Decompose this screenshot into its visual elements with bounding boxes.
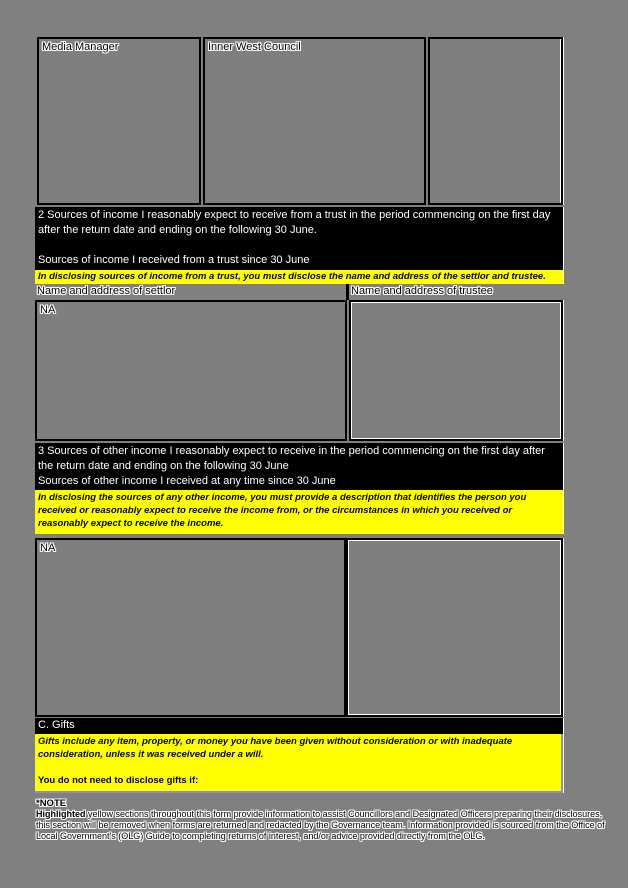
top-right-field[interactable]: [428, 37, 563, 205]
trustee-column-header: Name and address of trustee: [351, 285, 493, 297]
position-field-value: Media Manager: [42, 41, 119, 53]
gifts-section-heading: C. Gifts: [35, 718, 563, 734]
footnote-body: [36, 809, 608, 842]
section-3-heading-line1: 3 Sources of other income I reasonably expect to receive in the period commencing on the first day after the return date and ending on the following 30 June: [38, 445, 545, 472]
section-2-heading-line2: Sources of income I received from a trust since 30 June: [38, 254, 310, 266]
settlor-field[interactable]: [35, 300, 347, 441]
council-field[interactable]: [203, 37, 426, 205]
section-2-instruction: In disclosing sources of income from a trust, you must disclose the name and address of the settlor and trustee.: [35, 270, 563, 284]
section-2-heading: [35, 207, 563, 270]
footnote: [36, 798, 608, 842]
section-2-heading-spacer: [38, 238, 560, 253]
footnote-lead-word: Highlighted: [36, 809, 86, 819]
footnote-label: *NOTE: [36, 798, 67, 809]
other-income-left-value: NA: [40, 542, 56, 554]
position-field[interactable]: [37, 37, 201, 205]
gifts-instruction-plain: You do not need to disclose gifts if:: [38, 775, 199, 786]
footnote-body-text: yellow sections throughout this form provide information to assist Councillors and Designated Officers preparing their disclosures, this section will be removed when forms are returned and redacted by the Governance team. Information provided is sourced from the Office of Local Government's (OLG) Guide to completing returns of interest, and/or advice provided directly from the OLG.: [36, 809, 605, 841]
other-income-field-left[interactable]: [35, 538, 346, 717]
section-3-instruction: In disclosing the sources of any other income, you must provide a description that identifies the person you received or reasonably expect to receive the income from, or the circumstances in which you received or reasonably expect to receive the income.: [35, 490, 563, 534]
section-3-heading-line2: Sources of other income I received at any time since 30 June: [38, 475, 336, 487]
settlor-column-header: Name and address of settlor: [37, 285, 176, 297]
gifts-instruction: [35, 734, 563, 793]
section-3-heading: [35, 443, 563, 490]
settlor-field-value: NA: [40, 304, 56, 316]
section-2-heading-line1: 2 Sources of income I reasonably expect to receive from a trust in the period commencing on the first day after the return date and ending on the following 30 June.: [38, 209, 551, 236]
gifts-instruction-italic: Gifts include any item, property, or money you have been given without consideration or with inadequate consideration, unless it was received under a will.: [38, 736, 513, 760]
trustee-field[interactable]: [349, 300, 563, 441]
council-field-value: Inner West Council: [208, 41, 301, 53]
other-income-field-right[interactable]: [346, 538, 563, 717]
